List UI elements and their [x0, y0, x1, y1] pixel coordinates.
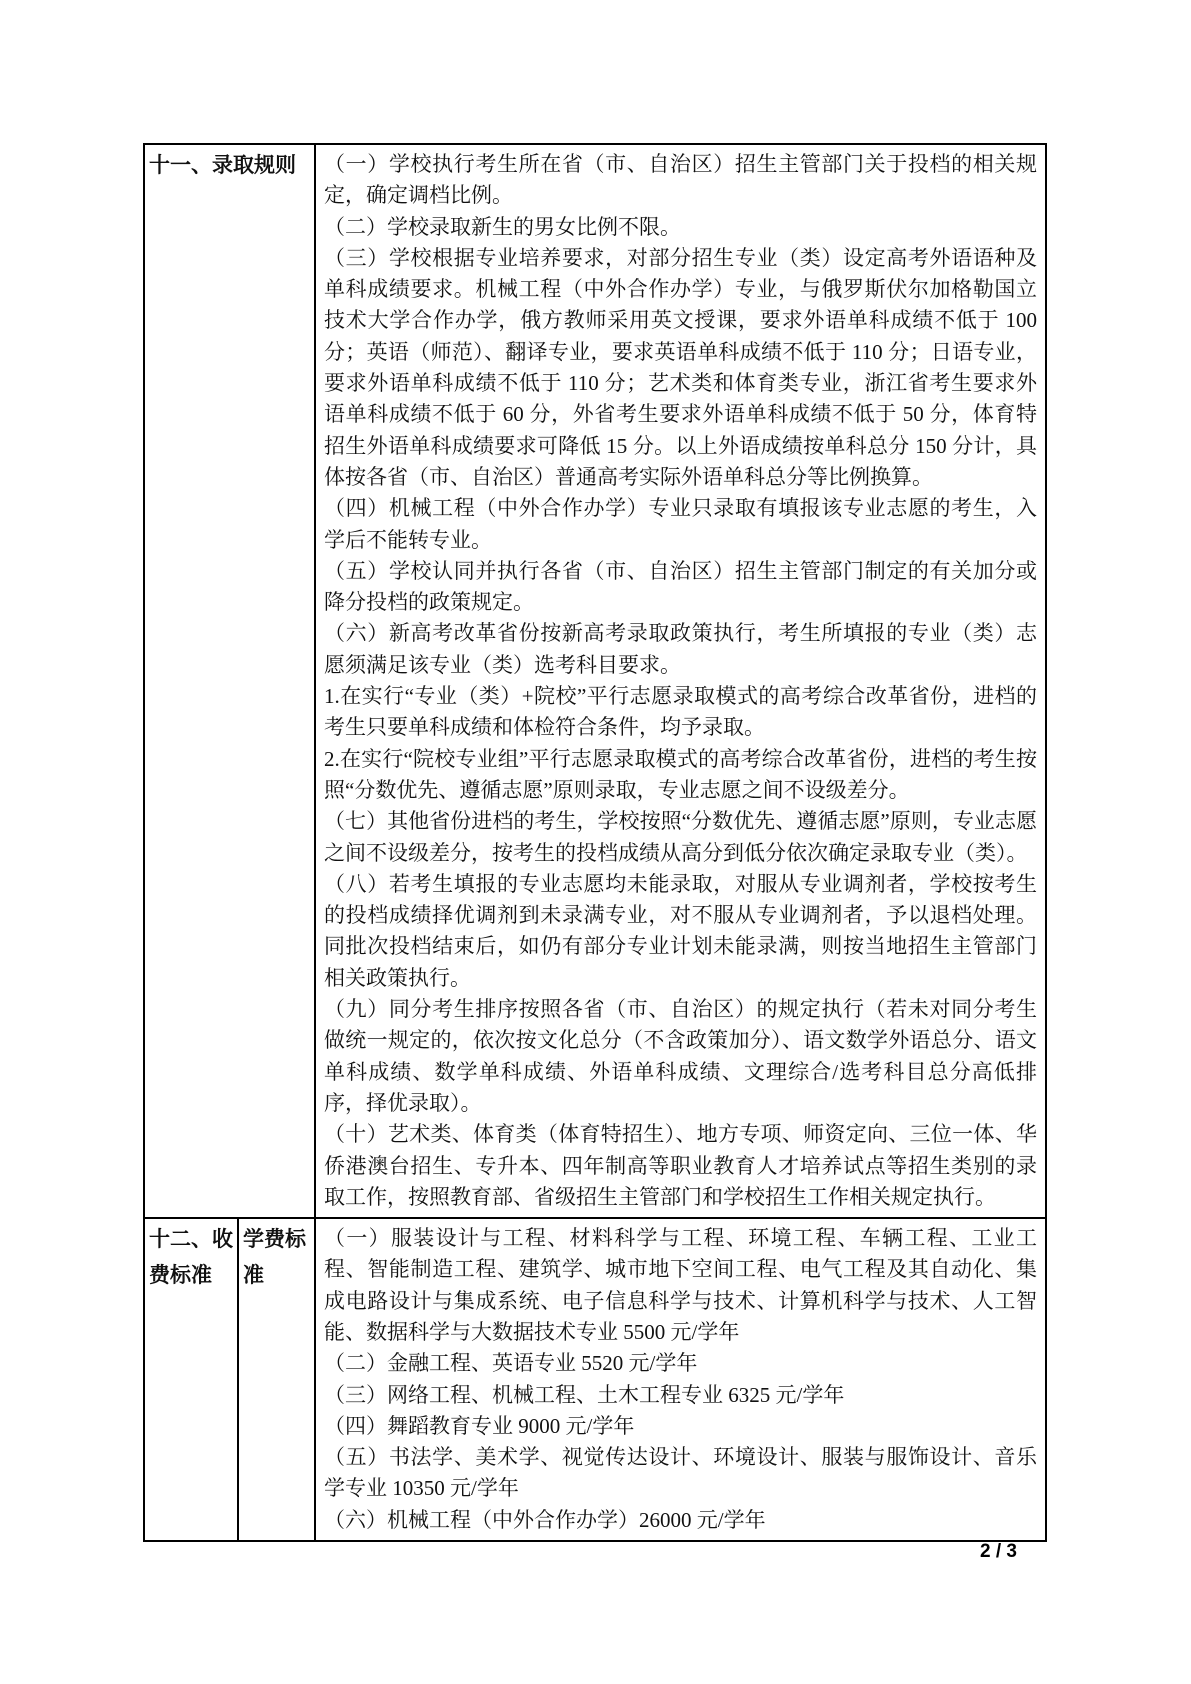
sub-label-tuition-standard: 学费标准 [243, 1227, 306, 1288]
admissions-regulations-table [143, 143, 1047, 1542]
rule-paragraph: （一）学校执行考生所在省（市、自治区）招生主管部门关于投档的相关规定，确定调档比例。 [324, 152, 1037, 208]
rule-paragraph: （九）同分考生排序按照各省（市、自治区）的规定执行（若未对同分考生做统一规定的，依次按文化总分（不含政策加分）、语文数学外语总分、语文单科成绩、数学单科成绩、外语单科成绩、文理综合/选考科目总分高低排序，择优录取）。 [324, 997, 1037, 1115]
fee-paragraph: （五）书法学、美术学、视觉传达设计、环境设计、服装与服饰设计、音乐学专业 10350 元/学年 [324, 1445, 1037, 1501]
rule-paragraph: （二）学校录取新生的男女比例不限。 [324, 214, 681, 239]
rule-paragraph: （六）新高考改革省份按新高考录取政策执行，考生所填报的专业（类）志愿须满足该专业（类）选考科目要求。 [324, 621, 1037, 677]
section-label-cell [144, 144, 315, 1218]
sub-label-cell [238, 1218, 315, 1541]
section-label-cell [144, 1218, 238, 1541]
rule-paragraph: （十）艺术类、体育类（体育特招生）、地方专项、师资定向、三位一体、华侨港澳台招生、专升本、四年制高等职业教育人才培养试点等招生类别的录取工作，按照教育部、省级招生主管部门和学校招生工作相关规定执行。 [324, 1122, 1037, 1209]
rule-paragraph: （三）学校根据专业培养要求，对部分招生专业（类）设定高考外语语种及单科成绩要求。机械工程（中外合作办学）专业，与俄罗斯伏尔加格勒国立技术大学合作办学，俄方教师采用英文授课，要求外语单科成绩不低于 100 分；英语（师范）、翻译专业，要求英语单科成绩不低于 110 分；日语专业，要求外语单科成绩不低于 110 分；艺术类和体育类专业，浙江省考生要求外语单科成绩不低于 60 分，外省考生要求外语单科成绩不低于 50 分，体育特招生外语单科成绩要求可降低 15 分。以上外语成绩按单科总分 150 分计，具体按各省（市、自治区）普通高考实际外语单科总分等比例换算。 [324, 245, 1037, 489]
section-label-fee-standards: 十二、收费标准 [149, 1227, 233, 1288]
rule-paragraph: （四）机械工程（中外合作办学）专业只录取有填报该专业志愿的考生，入学后不能转专业。 [324, 496, 1037, 552]
rule-paragraph: （八）若考生填报的专业志愿均未能录取，对服从专业调剂者，学校按考生的投档成绩择优调剂到未录满专业，对不服从专业调剂者，予以退档处理。同批次投档结束后，如仍有部分专业计划未能录满，则按当地招生主管部门相关政策执行。 [324, 871, 1037, 990]
table-row-admission-rules [144, 144, 1046, 1218]
fee-paragraph: （二）金融工程、英语专业 5520 元/学年 [324, 1351, 698, 1376]
rule-paragraph: （五）学校认同并执行各省（市、自治区）招生主管部门制定的有关加分或降分投档的政策规定。 [324, 558, 1037, 615]
admission-rules-content-cell [315, 144, 1046, 1218]
section-label-admission-rules: 十一、录取规则 [149, 153, 296, 177]
table-row-fee-standards [144, 1218, 1046, 1541]
fee-paragraph: （三）网络工程、机械工程、土木工程专业 6325 元/学年 [324, 1382, 845, 1407]
rule-paragraph: 1.在实行“专业（类）+院校”平行志愿录取模式的高考综合改革省份，进档的考生只要单科成绩和体检符合条件，均予录取。 [324, 684, 1037, 740]
fee-paragraph: （六）机械工程（中外合作办学）26000 元/学年 [324, 1507, 766, 1532]
fee-paragraph: （一）服装设计与工程、材料科学与工程、环境工程、车辆工程、工业工程、智能制造工程、建筑学、城市地下空间工程、电气工程及其自动化、集成电路设计与集成系统、电子信息科学与技术、计算机科学与技术、人工智能、数据科学与大数据技术专业 5500 元/学年 [324, 1226, 1037, 1344]
rule-paragraph: （七）其他省份进档的考生，学校按照“分数优先、遵循志愿”原则，专业志愿之间不设级差分，按考生的投档成绩从高分到低分依次确定录取专业（类）。 [324, 809, 1037, 865]
page-number: 2 / 3 [980, 1541, 1017, 1562]
rule-paragraph: 2.在实行“院校专业组”平行志愿录取模式的高考综合改革省份，进档的考生按照“分数优先、遵循志愿”原则录取，专业志愿之间不设级差分。 [324, 746, 1037, 802]
fee-standards-content-cell [315, 1218, 1046, 1541]
fee-paragraph: （四）舞蹈教育专业 9000 元/学年 [324, 1413, 635, 1438]
